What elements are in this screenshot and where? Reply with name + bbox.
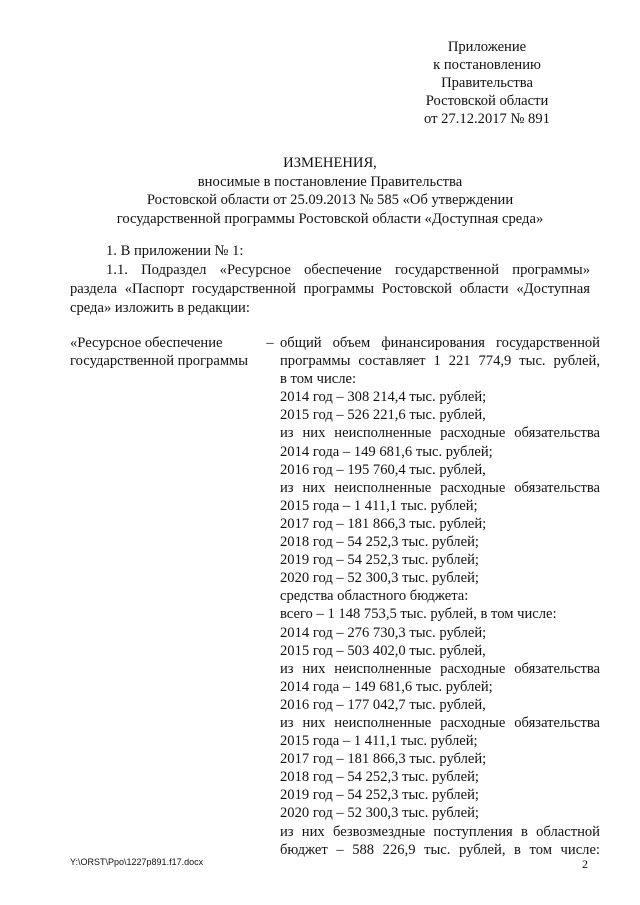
right-line: из них неисполненные расходные обязательства: [280, 660, 600, 677]
right-line: 2014 год – 308 214,4 тыс. рублей;: [280, 389, 487, 406]
right-line: бюджет – 588 226,9 тыс. рублей, в том числе:: [280, 841, 600, 858]
right-line: 2016 год – 195 760,4 тыс. рублей,: [280, 461, 486, 478]
appendix-block: [397, 38, 577, 128]
right-line: 2014 год – 276 730,3 тыс. рублей;: [280, 624, 487, 641]
table-right-column: [280, 334, 600, 859]
body-text: [70, 242, 590, 318]
right-line: 2015 год – 526 221,6 тыс. рублей,: [280, 407, 486, 424]
item-1-1-line: среда» изложить в редакции:: [70, 300, 250, 316]
right-line: программы составляет 1 221 774,9 тыс. рублей,: [280, 353, 600, 370]
right-line: из них неисполненные расходные обязательства: [280, 479, 600, 496]
right-line: средства областного бюджета:: [280, 588, 469, 605]
appendix-line: Правительства: [441, 75, 533, 91]
table-left-column: [70, 334, 260, 370]
right-line: из них неисполненные расходные обязательства: [280, 714, 600, 731]
document-title: [70, 154, 590, 228]
appendix-line: Приложение: [447, 39, 527, 55]
right-line: 2015 года – 1 411,1 тыс. рублей;: [280, 733, 478, 750]
table-dash: –: [266, 335, 274, 351]
file-path: Y:\ORST\Ppo\1227p891.f17.docx: [70, 857, 204, 867]
right-line: 2017 год – 181 866,3 тыс. рублей;: [280, 751, 487, 768]
right-line: 2019 год – 54 252,3 тыс. рублей;: [280, 787, 479, 804]
item-1: 1. В приложении № 1:: [106, 243, 244, 259]
left-line: «Ресурсное обеспечение: [70, 335, 223, 351]
title-heading: ИЗМЕНЕНИЯ,: [283, 155, 377, 171]
right-line: 2015 год – 503 402,0 тыс. рублей,: [280, 642, 486, 659]
item-1-1-line: 1.1. Подраздел «Ресурсное обеспечение государственной программы»: [106, 262, 590, 278]
right-line: общий объем финансирования государственной: [280, 335, 600, 351]
right-line: 2020 год – 52 300,3 тыс. рублей;: [280, 805, 479, 822]
page-number: 2: [582, 857, 588, 871]
right-line: 2017 год – 181 866,3 тыс. рублей;: [280, 515, 487, 532]
appendix-line: Ростовской области: [425, 93, 549, 109]
right-line: из них неисполненные расходные обязательства: [280, 425, 600, 442]
right-line: 2019 год – 54 252,3 тыс. рублей;: [280, 552, 479, 569]
appendix-line: к постановлению: [433, 57, 541, 73]
right-line: всего – 1 148 753,5 тыс. рублей, в том числе:: [280, 606, 557, 623]
title-line: Ростовской области от 25.09.2013 № 585 «Об утверждении: [146, 192, 514, 208]
right-line: 2018 год – 54 252,3 тыс. рублей;: [280, 534, 479, 551]
right-line: 2014 года – 149 681,6 тыс. рублей;: [280, 678, 493, 695]
left-line: государственной программы: [70, 353, 249, 370]
title-line: вносимые в постановление Правительства: [197, 173, 463, 190]
right-line: 2014 года – 149 681,6 тыс. рублей;: [280, 443, 493, 460]
appendix-line: от 27.12.2017 № 891: [424, 111, 550, 127]
right-line: в том числе:: [280, 371, 357, 388]
right-line: 2018 год – 54 252,3 тыс. рублей;: [280, 769, 479, 786]
right-line: 2020 год – 52 300,3 тыс. рублей;: [280, 570, 479, 587]
right-line: 2016 год – 177 042,7 тыс. рублей,: [280, 696, 486, 713]
right-line: из них безвозмездные поступления в областной: [280, 823, 600, 840]
item-1-1-line: раздела «Паспорт государственной программы Ростовской области «Доступная: [70, 281, 590, 297]
right-line: 2015 года – 1 411,1 тыс. рублей;: [280, 497, 478, 514]
title-line: государственной программы Ростовской области «Доступная среда»: [116, 210, 544, 227]
